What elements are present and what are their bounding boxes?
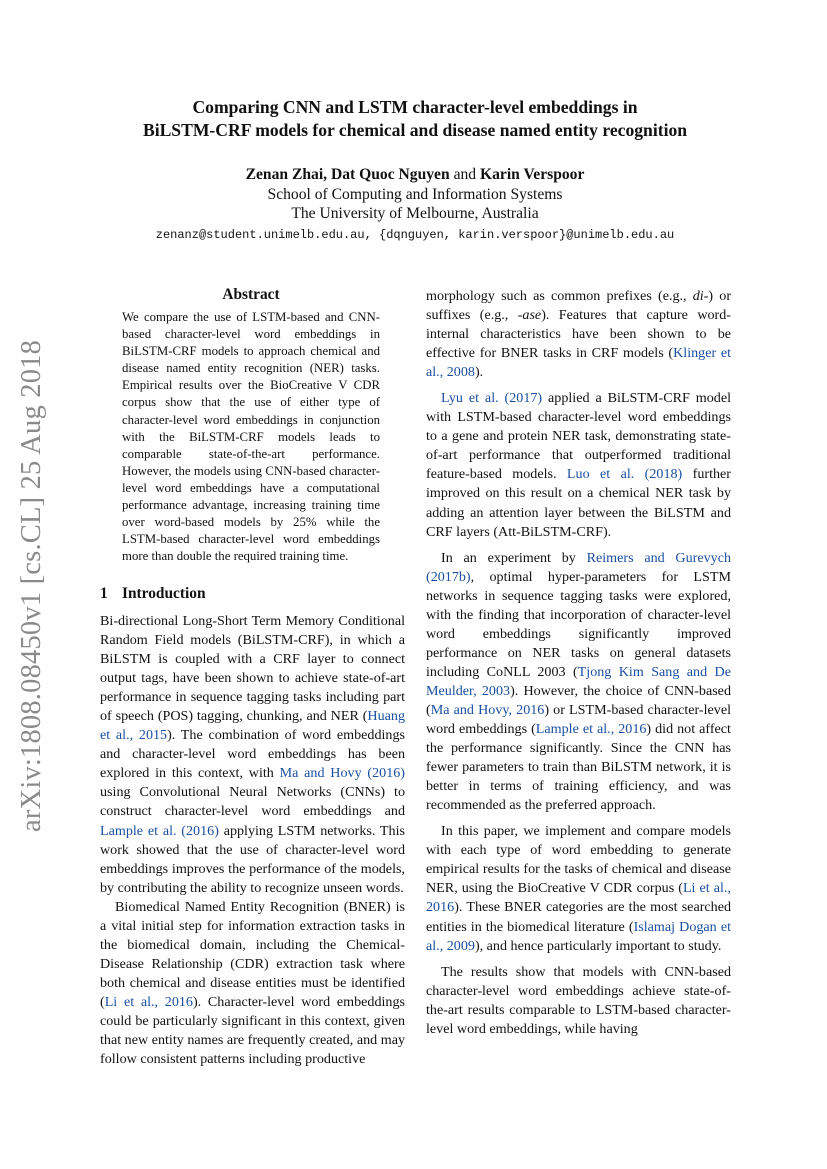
author-emails: zenanz@student.unimelb.edu.au, {dqnguyen, karin.verspoor}@unimelb.edu.au xyxy=(155,228,675,242)
authors-first: Zenan Zhai, Dat Quoc Nguyen xyxy=(245,166,450,183)
citation-link[interactable]: Lyu et al. (2017) xyxy=(441,390,543,407)
intro-paragraph-4: In an experiment by Reimers and Gurevych (2017b), optimal hyper-parameters for LSTM networks in sequence tagging tasks were explored, with the finding that incorporation of character-level word embeddings significantly improved performance on NER tasks on general datasets including CoNLL 2003 (Tjong Kim Sang and De Meulder, 2003). However, the choice of CNN-based (Ma and Hovy, 2016) or LSTM-based character-level word embeddings (Lample et al., 2016) did not affect the performance significantly. Since the CNN has fewer parameters to train than BiLSTM network, it is better in terms of training efficiency, and was recommended as the preferred approach. xyxy=(426,549,732,814)
intro-paragraph-1: Bi-directional Long-Short Term Memory Conditional Random Field models (BiLSTM-CRF), in which a BiLSTM is coupled with a CRF layer to connect output tags, have been shown to achieve state-of-art performance in sequence tagging tasks including part of speech (POS) tagging, chunking, and NER (Huang et al., 2015). The combination of word embeddings and character-level word embeddings has been explored in this context, with Ma and Hovy (2016) using Convolutional Neural Networks (CNNs) to construct character-level word embeddings and Lample et al. (2016) applying LSTM networks. This work showed that the use of character-level word embeddings improves the performance of the models, by contributing the ability to recognize unseen words. xyxy=(100,613,406,896)
title-line-1: Comparing CNN and LSTM character-level embeddings in xyxy=(192,97,638,117)
citation-link[interactable]: Li et al., 2016 xyxy=(104,993,193,1010)
paper-title xyxy=(100,96,730,142)
example-suffix: -ase xyxy=(517,307,542,324)
intro-paragraph-3: Lyu et al. (2017) applied a BiLSTM-CRF model with LSTM-based character-level word embeddings to a gene and protein NER task, demonstrating state-of-art performance that outperformed traditional feature-based models. Luo et al. (2018) further improved on this result on a chemical NER task by adding an attention layer between the BiLSTM and CRF layers (Att-BiLSTM-CRF). xyxy=(426,390,732,540)
citation-link[interactable]: Lample et al., 2016 xyxy=(535,721,647,738)
abstract-body: We compare the use of LSTM-based and CNN-based character-level word embeddings in BiLSTM-CRF models to approach chemical and disease named entity recognition (NER) tasks. Empirical results over the BioCreative V CDR corpus show that the use of either type of character-level word embeddings in conjunction with the BiLSTM-CRF models leads to comparable state-of-the-art performance. However, the models using CNN-based character-level word embeddings have a computational performance advantage, increasing training time over word-based models by 25% while the LSTM-based character-level word embeddings more than double the required training time. xyxy=(122,310,380,564)
authors-last: Karin Verspoor xyxy=(479,166,585,183)
citation-link[interactable]: Reimers and Gurevych (2017b) xyxy=(426,549,732,585)
intro-paragraph-2-continued: morphology such as common prefixes (e.g., di-) or suffixes (e.g., -ase). Features that capture word-internal characteristics have been shown to be effective for BNER tasks in CRF models (Klinger et al., 2008). xyxy=(426,288,732,381)
section-number: 1 xyxy=(100,585,108,602)
citation-link[interactable]: al., xyxy=(426,364,447,381)
section-heading-introduction xyxy=(100,585,206,603)
example-prefix: di- xyxy=(692,288,709,304)
arxiv-identifier-stamp: arXiv:1808.08450v1 [cs.CL] 25 Aug 2018 xyxy=(16,339,47,832)
authors-and: and xyxy=(453,166,477,183)
citation-link[interactable]: Ma and Hovy (2016) xyxy=(279,765,405,782)
citation-link[interactable]: Islamaj Dogan et al., 2009 xyxy=(426,918,731,954)
citation-link[interactable]: et xyxy=(720,345,731,362)
citation-link[interactable]: Ma and Hovy, 2016 xyxy=(430,701,545,718)
affiliation-university: The University of Melbourne, Australia xyxy=(291,205,539,222)
intro-paragraph-2: Biomedical Named Entity Recognition (BNER) is a vital initial step for information extraction tasks in the biomedical domain, including the Chemical-Disease Relationship (CDR) extraction task where both chemical and disease entities must be identified (Li et al., 2016). Character-level word embeddings could be particularly significant in this context, given that new entity names are frequently created, and may follow consistent patterns including productive xyxy=(100,898,405,1068)
intro-paragraph-6: The results show that models with CNN-based character-level word embeddings achieve state-of-the-art results comparable to LSTM-based character-level word embeddings, while having xyxy=(426,963,731,1037)
citation-link[interactable]: Li et al., 2016 xyxy=(426,880,731,916)
citation-link[interactable]: Tjong Kim Sang and De Meulder, 2003 xyxy=(426,663,731,699)
citation-link[interactable]: Lample et al. (2016) xyxy=(100,822,219,839)
section-title: Introduction xyxy=(122,585,206,602)
affiliation-school: School of Computing and Information Systems xyxy=(267,186,563,203)
right-column-text xyxy=(426,287,731,1039)
left-column-text xyxy=(100,612,405,1069)
citation-link[interactable]: 2008 xyxy=(446,364,475,381)
citation-link[interactable]: Klinger xyxy=(673,345,721,362)
abstract-heading: Abstract xyxy=(222,286,280,303)
citation-link[interactable]: Luo et al. (2018) xyxy=(566,466,683,483)
author-list xyxy=(100,165,730,185)
title-line-2: BiLSTM-CRF models for chemical and disease named entity recognition xyxy=(142,120,688,140)
intro-paragraph-5: In this paper, we implement and compare models with each type of word embedding to generate empirical results for the tasks of chemical and disease NER, using the BioCreative V CDR corpus (Li et al., 2016). These BNER categories are the most searched entities in the biomedical literature (Islamaj Dogan et al., 2009), and hence particularly important to study. xyxy=(426,823,731,954)
citation-link[interactable]: Huang et al., 2015 xyxy=(100,708,405,744)
